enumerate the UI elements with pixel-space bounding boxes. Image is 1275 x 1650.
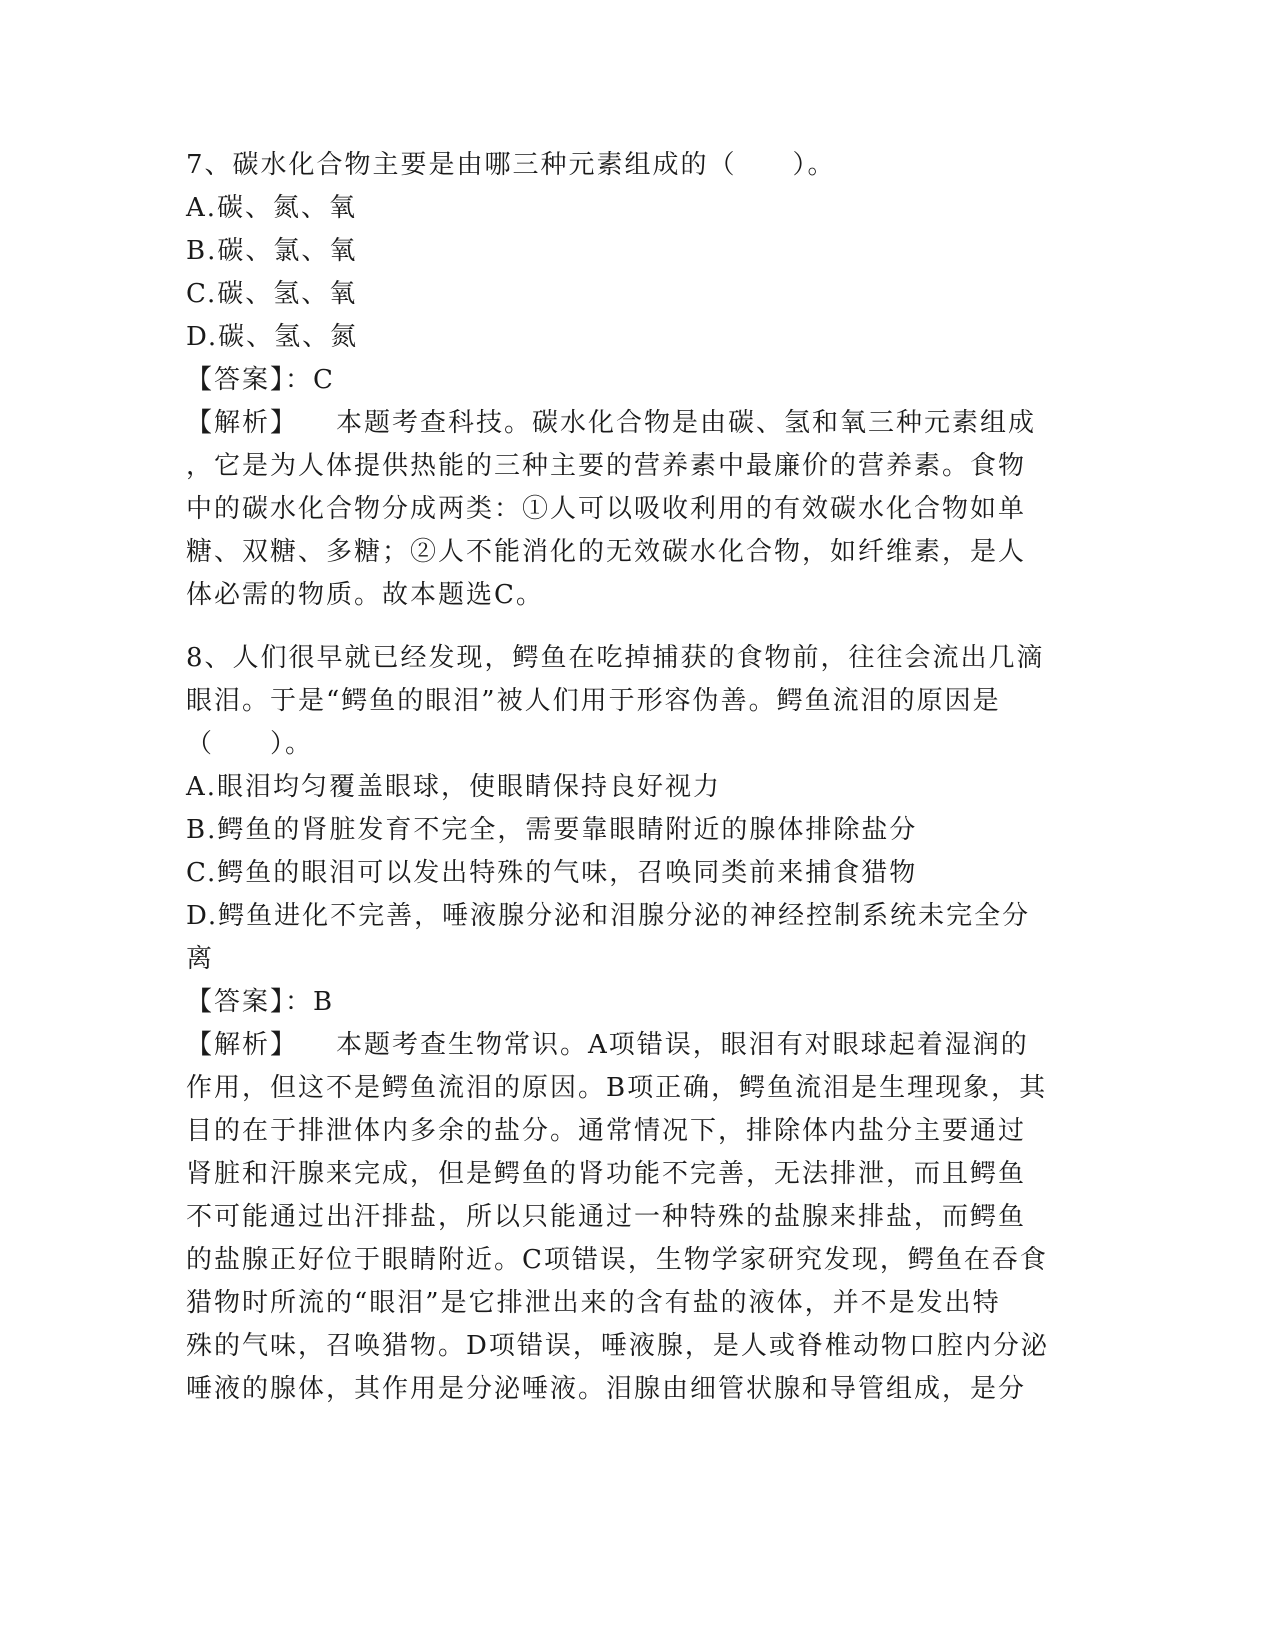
analysis-line bbox=[186, 1024, 1086, 1067]
analysis-text: 殊的气味，召唤猎物。D项错误，唾液腺，是人或脊椎动物口腔内分泌 bbox=[186, 1331, 1049, 1361]
analysis-line bbox=[186, 402, 1086, 445]
analysis-text: 肾脏和汗腺来完成，但是鳄鱼的肾功能不完善，无法排泄，而且鳄鱼 bbox=[186, 1159, 1027, 1189]
analysis-text: 目的在于排泄体内多余的盐分。通常情况下，排除体内盐分主要通过 bbox=[186, 1116, 1027, 1146]
option-d: D.鳄鱼进化不完善，唾液腺分泌和泪腺分泌的神经控制系统未完全分 bbox=[186, 901, 1031, 931]
analysis-text: 作用，但这不是鳄鱼流泪的原因。B项正确，鳄鱼流泪是生理现象，其 bbox=[186, 1073, 1048, 1103]
question-stem: 7、碳水化合物主要是由哪三种元素组成的（ ）。 bbox=[186, 150, 836, 180]
analysis-text: 的盐腺正好位于眼睛附近。C项错误，生物学家研究发现，鳄鱼在吞食 bbox=[186, 1245, 1048, 1275]
analysis-text: 本题考查生物常识。A项错误，眼泪有对眼球起着湿润的 bbox=[336, 1030, 1029, 1060]
answer-value: C bbox=[313, 365, 335, 395]
option-c: C.碳、氢、氧 bbox=[186, 279, 358, 309]
question-stem: 眼泪。于是“鳄鱼的眼泪”被人们用于形容伪善。鳄鱼流泪的原因是 bbox=[186, 686, 1001, 716]
analysis-label: 【解析】 bbox=[186, 1030, 299, 1060]
option-d: D.碳、氢、氮 bbox=[186, 322, 359, 352]
question-7 bbox=[186, 144, 1086, 617]
analysis-label: 【解析】 bbox=[186, 408, 299, 438]
answer-label: 【答案】： bbox=[186, 365, 314, 395]
option-c: C.鳄鱼的眼泪可以发出特殊的气味，召唤同类前来捕食猎物 bbox=[186, 858, 918, 888]
question-stem: （ ）。 bbox=[186, 729, 314, 759]
answer-line bbox=[186, 981, 1086, 1024]
analysis-text: 糖、双糖、多糖；②人不能消化的无效碳水化合物，如纤维素，是人 bbox=[186, 537, 1027, 567]
analysis-text: 本题考查科技。碳水化合物是由碳、氢和氧三种元素组成 bbox=[336, 408, 1037, 438]
option-b: B.碳、氯、氧 bbox=[186, 236, 358, 266]
analysis-text: 唾液的腺体，其作用是分泌唾液。泪腺由细管状腺和导管组成，是分 bbox=[186, 1374, 1027, 1404]
document-page bbox=[186, 144, 1086, 1411]
analysis-text: 中的碳水化合物分成两类：①人可以吸收利用的有效碳水化合物如单 bbox=[186, 494, 1027, 524]
option-a: A.眼泪均匀覆盖眼球，使眼睛保持良好视力 bbox=[186, 772, 722, 802]
answer-line bbox=[186, 359, 1086, 402]
option-b: B.鳄鱼的肾脏发育不完全，需要靠眼睛附近的腺体排除盐分 bbox=[186, 815, 918, 845]
option-a: A.碳、氮、氧 bbox=[186, 193, 358, 223]
answer-value: B bbox=[313, 987, 335, 1017]
analysis-text: ，它是为人体提供热能的三种主要的营养素中最廉价的营养素。食物 bbox=[186, 451, 1027, 481]
analysis-text: 体必需的物质。故本题选C。 bbox=[186, 580, 544, 610]
question-stem: 8、人们很早就已经发现，鳄鱼在吃掉捕获的食物前，往往会流出几滴 bbox=[186, 643, 1045, 673]
analysis-text: 猎物时所流的“眼泪”是它排泄出来的含有盐的液体，并不是发出特 bbox=[186, 1288, 1001, 1318]
analysis-text: 不可能通过出汗排盐，所以只能通过一种特殊的盐腺来排盐，而鳄鱼 bbox=[186, 1202, 1027, 1232]
question-8 bbox=[186, 637, 1086, 1411]
answer-label: 【答案】： bbox=[186, 987, 314, 1017]
option-d-continued: 离 bbox=[186, 944, 215, 974]
